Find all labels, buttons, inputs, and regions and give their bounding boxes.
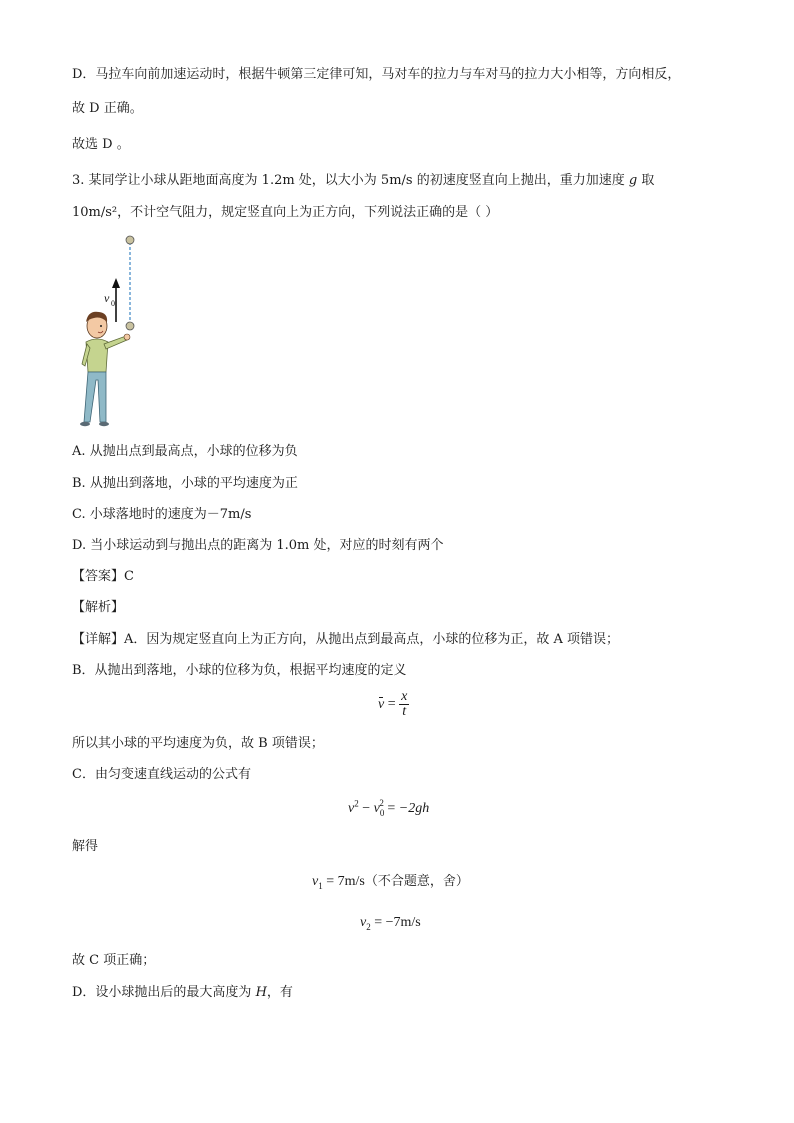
analysis-c-conclusion: 故 C 项正确；: [72, 953, 156, 968]
velocity-label: v: [104, 291, 110, 305]
v2-sub: 2: [366, 921, 371, 932]
analysis-b: B．从抛出到落地，小球的位移为负，根据平均速度的定义: [72, 663, 407, 678]
option-d: D. 当小球运动到与抛出点的距离为 1.0m 处，对应的时刻有两个: [72, 538, 444, 553]
g-symbol: g: [628, 173, 638, 188]
analysis-d: [72, 984, 293, 1002]
answer-value: C: [124, 569, 134, 584]
v2-value: −7m/s: [385, 915, 421, 930]
detail-tag: 【详解】: [72, 632, 125, 647]
analysis-d-end: ，有: [266, 985, 293, 1000]
shoe-right: [99, 422, 109, 426]
thrower-illustration: [70, 230, 160, 430]
formula-average-velocity: v = $\frac{x}{t}$: [378, 689, 408, 719]
analysis-c: C．由匀变速直线运动的公式有: [72, 767, 251, 782]
hand: [124, 334, 130, 340]
top-ball: [126, 236, 134, 244]
shoe-left: [80, 422, 90, 426]
question-line1: [72, 172, 654, 190]
answer-line: [72, 568, 134, 586]
v-bar: v: [378, 696, 385, 712]
hand-ball: [126, 322, 134, 330]
v1-note: （不合题意，舍）: [364, 874, 469, 889]
velocity-label-sub: 0: [111, 299, 115, 308]
answer-tag: 【答案】: [72, 569, 125, 584]
analysis-a: [72, 631, 619, 649]
analysis-tag: 【解析】: [72, 600, 125, 615]
arm: [104, 336, 127, 349]
solve-label: 解得: [72, 839, 99, 854]
question-text-1: 3. 某同学让小球从距地面高度为 1.2m 处，以大小为 5m/s 的初速度竖直向上抛出，重力加速度: [72, 173, 625, 188]
question-line2: [72, 204, 498, 222]
option-b: B. 从抛出到落地，小球的平均速度为正: [72, 476, 298, 491]
figure-thrower: [70, 230, 160, 434]
formula2-rhs: −2gh: [398, 801, 430, 816]
formula-v1: $v_1 = 7m/s$（不合题意，舍）: [312, 874, 469, 891]
analysis-d-text: D．设小球抛出后的最大高度为: [72, 985, 252, 1000]
question-text-2: ，不计空气阻力，规定竖直向上为正方向，下列说法正确的是（ ）: [117, 205, 499, 220]
analysis-a-text: A．因为规定竖直向上为正方向，从抛出点到最高点，小球的位移为正，故 A 项错误；: [124, 632, 620, 647]
h-symbol: H: [255, 985, 267, 1000]
fraction-numerator: x: [401, 689, 408, 704]
velocity-arrowhead: [112, 278, 120, 288]
option-a: A. 从抛出点到最高点，小球的位移为负: [72, 444, 298, 459]
option-c: C. 小球落地时的速度为－7m/s: [72, 507, 252, 522]
analysis-b-conclusion: 所以其小球的平均速度为负，故 B 项错误；: [72, 736, 324, 751]
fraction-denominator: t: [402, 704, 407, 719]
v1-value: 7m/s: [337, 874, 365, 889]
v1-sub: 1: [318, 880, 323, 891]
jeans: [84, 372, 106, 422]
prev-choose: 故选 D 。: [72, 137, 130, 152]
question-text-1-end: 取: [641, 173, 655, 188]
prev-option-d-line1: D．马拉车向前加速运动时，根据牛顿第三定律可知，马对车的拉力与车对马的拉力大小相等，方向相反，: [72, 67, 681, 82]
formula-kinematics: $v^2 - v_0^2 = -2gh$: [348, 798, 430, 818]
prev-option-d-line2: 故 D 正确。: [72, 101, 143, 116]
formula-v2: $v_2 = -7m/s$: [360, 915, 421, 932]
gravity-value: 10m/s²: [72, 205, 118, 220]
